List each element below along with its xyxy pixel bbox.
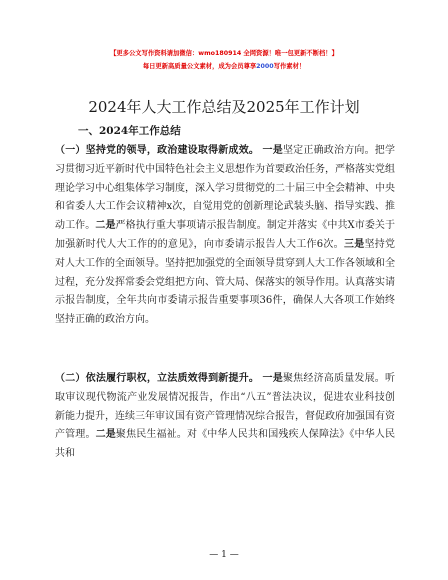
- promo-text-part1: 每日更新高质量公文素材，成为会员尊享: [142, 63, 257, 70]
- point-text: 坚定正确政治方向。把学习贯彻习近平新时代中国特色社会主义思想作为首要政治任务，严格落实党组理论学习中心组集体学习制度，深入学习贯彻党的二十届三中全会精神、中央和省委人大工作会议精神x次，自觉用党的创新理论武装头脑、指导实践、推动工作。: [55, 145, 396, 232]
- point-marker: 三是: [343, 238, 365, 250]
- section-heading: 一、2024年工作总结: [78, 125, 181, 137]
- paragraph-body: [55, 373, 395, 459]
- promo-text-part3: 写作素材！: [273, 63, 306, 70]
- promo-text-red: 【更多公文写作资料请加微信：wmo180914 全网资源！唯一包更新不断档！】: [110, 50, 338, 57]
- paragraph-political-building: [55, 142, 395, 330]
- promo-text-number: 2000: [256, 63, 274, 70]
- paragraph-legislation: [55, 370, 395, 464]
- promo-banner-line1: [0, 48, 448, 57]
- paragraph-body: [55, 145, 395, 325]
- point-text: 坚持党对人大工作的全面领导。坚持把加强党的全面领导贯穿到人大工作各领域和全过程，充分发挥常委会党组把方向、管大局、保落实的领导作用。认真落实请示报告制度，全年共向市委请示报告重要事项36件，确保人大各项工作始终坚持正确的政治方向。: [55, 238, 396, 326]
- document-title: 2024年人大工作总结及2025年工作计划: [88, 98, 360, 116]
- point-marker: 一是: [262, 373, 283, 384]
- point-marker: 二是: [95, 220, 116, 232]
- paragraph-lead: （二）依法履行职权，立法质效得到新提升。: [55, 373, 260, 384]
- point-text: 聚焦经济高质量发展。听取审议现代物流产业发展情况报告，作出“八五”普法决议，促进农业科技创新能力提升，连续三年审议国有资产管理情况综合报告，督促政府加强国有资产管理。: [55, 373, 396, 441]
- point-marker: 二是: [95, 429, 116, 441]
- paragraph-lead: （一）坚持党的领导，政治建设取得新成效。: [55, 145, 260, 156]
- point-marker: 一是: [262, 145, 283, 156]
- promo-banner-line2: [0, 61, 448, 70]
- page-number: — 1 —: [209, 550, 239, 560]
- point-text: 严格执行重大事项请示报告制度。制定并落实《中共X市委关于加强新时代人大工作的的意见》，向市委请示报告人大工作6次。: [55, 220, 396, 250]
- point-text: 聚焦民生福祉。对《中华人民共和国残疾人保障法》《中华人民共和: [55, 429, 396, 460]
